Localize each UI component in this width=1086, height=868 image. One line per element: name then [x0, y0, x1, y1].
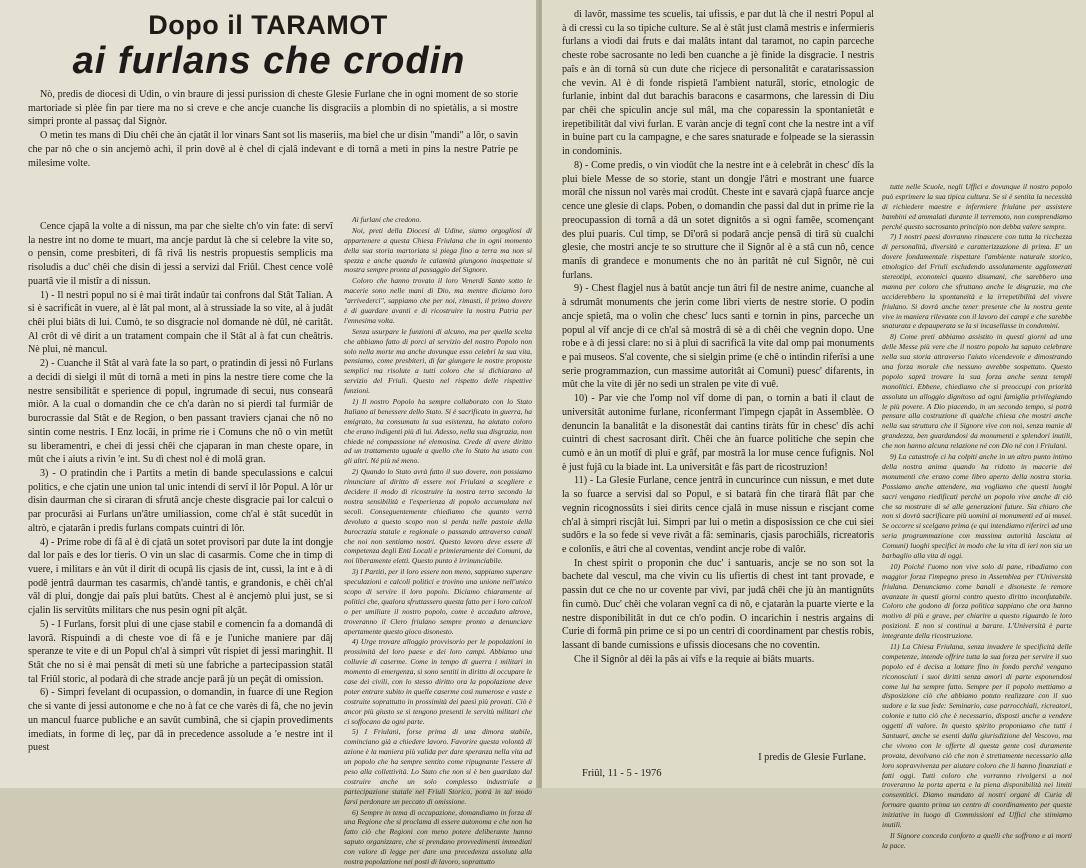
signature-author: I predis de Glesie Furlane.: [758, 752, 866, 763]
italian-paragraph: Senza usurpare le funzioni di alcuno, ma per quella scelta che abbiamo fatto di porci al servizio del nostro Popolo non solo nella morte ma anche dovunque esso celebri la sua vita, pensiamo, come presbiteri, di far giungere le nostre proposte semplici ma risolute a tutti coloro che si dichiarano al servizio del Friuli. Questo nel rispetto delle rispettive funzioni.: [344, 326, 532, 396]
intro-paragraph: O metin tes mans di Diu chêi che àn cjatât il lor vinars Sant sot lis maseriis, ma biel che ur disin "mandi" a lôr, o savin che par nô che o sin ancjemò achì, il prin dovê al è chel di cjalâ indevant e di tornâ a meti in pins la nestre Patrie pe milesime volte.: [28, 130, 518, 169]
italian-paragraph: 2) Quando lo Stato avrà fatto il suo dovere, non possiamo rinunciare al diritto di essere noi Friulani a scegliere e decidere il modo di ricostruire la nostra terra secondo la nostra sensibilità e l'esperienza di popolo accumulata nei secoli. Conseguentemente chiediamo che quanto verrà devoluto a questo scopo non si perda nelle pastoie della burocrazia statale e regionale o passando attraverso canali che noi non sentiamo nostri. Questo lavoro deve essere di competenza degli Enti Locali e primieramente dei Comuni, da noi liberamente eletti. Questo punto è irrinunciabile.: [344, 467, 532, 566]
italian-paragraph: 10) Poiché l'uomo non vive solo di pane, ribadiamo con maggior forza l'impegno preso in Assemblea per l'Università friulana. Denunciamo come banali e disoneste le remore avanzate in questi giorni contro questo diritto inconfutabile. Coloro che godono di forza politica sappiano che ora hanno motivo di più e grave, per chiarire a questo riguardo le loro posizioni. E non si continui a barare. L'Università è parte integrante della ricostruzione.: [882, 561, 1072, 641]
headline-main: ai furlans che crodin: [72, 40, 466, 82]
intro-paragraph: Cence cjapâ la volte a di nissun, ma par che sielte ch'o vin fate: di servî la nestre int no dome te muart, ma ancje pardut là che si celebre la vite so, o pensin, come presbiteri, di fâ rivâ lis nestris propuestis semplicis ma risoludis a duc' chêi che disin di jessi a servizi dal Friûl. Chest cence volê puartâ vie il mistîr a di nissun.: [28, 221, 333, 287]
point-paragraph: 5) - I Furlans, forsit plui di une cjase stabil e comencin fa a domandâ di lavorâ. Rispuindi a di cheste voe di fâ e je l'uniche maniere par dâj speranze te vite e di un Popul ch'al à simpri vût rispiet di jessi maringhit. Il Stât che no si è mai pensât di meti sù une fabriche a partecipassion statâl tal Friûl storic, al podarà di che strade ancje parâ jù un peçât di omission.: [28, 618, 333, 685]
italian-paragraph: tutte nelle Scuole, negli Uffici e dovunque il nostro popolo può esprimere la sua tipica cultura. Se si è sentita la necessità di richiedere maestre e infermiere friulane per assistere bambini ed ammalati durante il terremoto, non comprendiamo perché questo sacrosanto principio non debba valere sempre.: [882, 182, 1072, 231]
point-paragraph: 3) - O pratindin che i Partits a metin di bande speculassions e calcui politics, e che cjatin une union tal unic intendi di servî il lôr Popul. A lôr ur disin daurman che si ciraran di sfrutâ ancje cheste disgracie pai lor calcui o par procurâsi ai Furlans un'âtre umiliassion, come ch'al è stât sucedût in altrò, e cjatarân i predis furlans compats cuintri di lôr.: [28, 467, 333, 534]
italian-paragraph: 3) I Partiti, per il loro essere non meno, sappiamo superare speculazioni e calcoli politici e trovino una unione nell'unico scopo di servire il loro popolo. Diciamo chiaramente ai politici che, qualora sfruttassero questa fatto per i loro calcoli o per umiliare il nostro popolo, come è accaduto altrove, troveranno il Clero friulano sempre pronto a denunciare apertamente questo gioco disonesto.: [344, 567, 532, 636]
signature-date: Friûl, 11 - 5 - 1976: [582, 768, 662, 779]
italian-paragraph: 8) Come preti abbiamo assistito in questi giorni ad una delle Messe più vere che il nostro popolo ha saputo celebrare nella sua storia attraverso l'aiuto vicendevole e dimostrando una forza morale che nessuno avrebbe sospettato. Questo popolo saprà trovare la sua forza anche senza templi monolitici. Ebbene, chiediamo che si preoccupi con priorità assoluta un alloggio dignitoso ad ogni famiglia privilegiando le più povere. A Dio piacendo, in un secondo tempo, si potrà pensare alla costruzione di qualche chiesa che mostri anche nella sua struttura che il Signore vive con noi, senza manie di grandezza, ben guardandosi da monumenti e splendori inutili, che non hanno alcuna relazione né con Dio né con i Friulani.: [882, 332, 1072, 451]
right-page: [542, 0, 1086, 850]
intro-text: [28, 88, 518, 170]
headline-top: Dopo il TARAMOT: [148, 10, 388, 40]
closing-paragraph: Che il Signôr al dêi la pâs ai vîfs e la requie ai biâts muarts.: [574, 653, 815, 665]
italian-paragraph: 4) Urge trovare alloggio provvisorio per le popolazioni in prossimità del loro paese e dei loro campi. Abbiamo una colluvie di caserme. Come in tempo di guerra i militari in momento di emergenza, si sono sentiti in diritto di occupare le case dei civili, con lo stesso diritto ora la popolazione deve poter entrare subito in quelle caserme così numerose e vaste e costruite soprattutto in prossimità dei paesi più provati. Ciò è ancor più giusto se si tengono presenti le servitù militari che ci soffocano da ogni parte.: [344, 637, 532, 726]
italian-paragraph: 6) Sempre in tema di occupazione, domandiamo in forza di una Regione che si proclama di essere autonoma e che non ha fatto ciò che Regioni con meno potere deliberante hanno saputo organizzare, che si prendano provvedimenti immediati con valore di legge per dare una precedenza assoluta alla nostra popolazione nei posti di lavoro, soprattutto: [344, 807, 532, 866]
point-paragraph: 10) - Par vie che l'omp nol vîf dome di pan, o tornìn a bati il claut de universitât autonime furlane, riconfermant l'impegn cjapât in Assemblèe. O denuncin la banalitât e la disonestât dai cantins tiràts fûr in chesc' dîs achì cuintri di chest sacrosant dirît. Chêi che àn fuarce politiche che sepin che cumò e àn un motîf di plui e grâf, par mostrâ la lor muse cence fufignis. Nol è just fujâ cu la biade int. La universitât e fâs part de ricostruzion!: [562, 393, 874, 473]
italian-paragraph: Ai furlani che credono.: [352, 215, 422, 224]
italian-paragraph: Noi, preti della Diocesi di Udine, siamo orgogliosi di appartenere a questa Chiesa Friulana che in ogni momento della sua storia martoriata si piega fino a terra ma non si spezza e anche quando le calamità giungono inaspettate si mostra sempre pronta al passaggio del Signore.: [344, 225, 532, 275]
point-paragraph: 1) - Il nestri popul no si è mai tirât indaûr tai confrons dal Stât Talian. A si è sacrificât in vuere, al è lât pal mont, al à strussiade la so vite, al à judât chêi plui biâts di lui. Cumò, te so disgracie nol domande nè dûl, nè caritât. Al crôt di vê dirit a un tratament compain che il Stât al à fat cun cheâtris. Nè plui, nè mancul.: [28, 289, 333, 356]
italian-column-left: [344, 215, 532, 868]
point-paragraph: 9) - Chest flagjel nus à batût ancje tun âtri fil de nestre anime, cuanche al à sdrumât monuments che jerin come libri vierts de nestre storie. O podin ancje spietâ, ma o volìn che chesc' lucs santi e tornin in pins, parceche un popul al vîf ancje di ce ch'al sà mostrâ di sè a di chêi che vegnin dopo. Une robe e à di jessi clare: no si à plui di sacrificâ la vite dal omp pai monuments e pai museos. S'al covente, che si sielgin prime (e chê o intindìn riferîsi a une serie programmazion, cun massime autoritât ai Comuni) puesc' difarents, in mût che la vite di jêr no sedi un stralen pe vite di vuê.: [562, 283, 874, 391]
point-paragraph: 4) - Prime robe di fâ al è di cjatâ un sotet provisori par dute la int dongje dal lor paîs e des lor tieris. O vin un slac di casarmis. Come che in timp di vuere, i militars e àn vût il dirit di ocupâ lis cjasis de int, cussì, la int e à di podê jentrâ daurman tes casarmis, ch'andè tantis, e grandonis, e chêi ch'al vâl di plui, dongje dai paîs plui batûts. Chest al è ancjemò plui just, se si cjalin lis servitûts militars che nus pesin ogni pît alçât.: [28, 536, 333, 617]
point-paragraph: 8) - Come predis, o vin viodût che la nestre int e à celebrât in chesc' dîs la plui biele Messe de so storie, stant un dongje l'âtri e mostrant une fuarce morâl che nissun nol varès mai crodût. Cheste int e savarà cjapâ fuarce ancje cence une glesie di claps. Poben, o domandin che passi dal dut in prime rie la preocupassion di tornâ a dâ un sotet dignitôs a sì ogni famêe, scomençant des plui puaris. Cul timp, se Dî'orâ si podarâ ancje pensâ di tirâ sù cualchi glesie, che mostri ancje te so strutture che il Signôr al è a stâ cun nô, cence manîs di grandece e monuments che no àn paritât nè cul Signôr, nè cui furlans.: [562, 159, 874, 281]
italian-paragraph: 5) I Friulani, forse prima di una dimora stabile, cominciano già a chiedere lavoro. Favorire questa volontà di azione è la maniera più valida per dare speranza nella vita ad un popolo che ha sempre sentito come ripugnante l'essere di peso alla collettività. Lo Stato che non si è ben guardato dal costruire anche un solo complesso industriale a partecipazione statale nel Friuli Storico, potrà in tal modo farsi perdonare un peccato di omissione.: [344, 727, 532, 806]
italian-paragraph: 9) La catastrofe ci ha colpiti anche in un altro punto intimo della nostra anima quando ha ridotto in macerie dei monumenti che erano come libro aperto della nostra storia. Possiamo anche attendere, ma vogliamo che questi luoghi sacri vengano riedificati perché un popolo vive anche di ciò che sa mostrare di sé alle generazioni future. Sia chiaro che non si dovrà sacrificare più uomini ai monumenti ed ai musei. Se occorre si scelgano prima (e qui intendiamo riferirci ad una seria programmazione con massima autorità lasciata ai Comuni) luoghi specifici in modo che la vita di ieri non sia un barbaglio alla vita di oggi.: [882, 452, 1072, 560]
italian-column-right: [882, 182, 1072, 852]
furlan-column-right: [562, 8, 874, 667]
italian-paragraph: Il Signore conceda conforto a quelli che soffrono e ai morti la pace.: [882, 830, 1072, 850]
furlan-column-left: [28, 220, 333, 755]
italian-paragraph: 1) Il nostro Popolo ha sempre collaborato con lo Stato Italiano al benessere dello Stato. Si è sacrificato in guerra, ha emigrato, ha consumato la sua esistenza, ha aiutato coloro che erano indigenti più di lui. Adesso, nella sua disgrazia, non chiede né compassione né elemosina. Crede di avere diritto ad un trattamento uguale a quello che lo Stato ha usato con gli altri. Né più né meno.: [344, 397, 532, 466]
point-paragraph: 2) - Cuanche il Stât al varà fate la so part, o pratindin di jessi nô Furlans a decidi di sielgi il mût di tornâ a meti in pins la nestre tiere come che la nestre sensibilitât e sperience di popul, ingrumade di secui, nus consearâ miôr. A la cual o domandin che ce ch'a daràn no si pierdi tal furmiâr de burocrassie dal Stât e de Region, o ben passant traviers cjanai che nô no sintin come nestris. I Enz locâi, in prime rie i Comuns che nô o vin metût su liberamentri, e chei di jessi chêi che cjaparan in man cheste opare, in mût che i aiuts a rivin 'e int. Su dì chest nol è di molâ gran.: [28, 358, 333, 466]
left-page: [0, 0, 538, 866]
italian-paragraph: Coloro che hanno trovato il loro Venerdì Santo sotto le macerie sono nelle mani di Dio, ma mentre diciamo loro "arrivederci", sappiamo che per noi, rimasti, il primo dovere è di guardare avanti e di ricostruire la nostra Patria per l'ennesima volta.: [344, 276, 532, 325]
italian-paragraph: 7) I nostri paesi dovranno rinascere con tutta la ricchezza di personalità, diversità e caratterizzazione di prima. E' un dovere fondamentale rispettare l'ambiente naturale storico, etnologico del Friuli escludendo assolutamente agglomerati stereotipi, economici quanto disumani, che sarebbero una manna per coloro che sfruttano anche le disgrazie, ma che ucciderebbero la spontaneità e la irrepetibilità del vivere friulano. Si dovrà anche tener presente che la nostra gente vive in maniera rilevante con il lavoro dei campi e che sarebbe snaturata e depauperata se la si incasellasse in condomini.: [882, 232, 1072, 331]
point-paragraph: In chest spirit o proponìn che duc' i santuaris, ancje se no son sot la bachete dal vescul, ma che vivin cu lis ufiertis di chest int tant provade, e passin dut ce che no ur covente par vivi, par judâ chêi che jù àn mantignûts fin cumò. Duc' chêi che volaran vegnî ca di nô, e cjataràn la puarte vierte e la nestre disponibilitât in dut ce ch'o podìn. O incarichin i nestris argains di Curie di formâ pin prime ce si po un centri di coordinament par chestis robis, lassant di bande cumissions e ufissis diocesans che no coventin.: [562, 557, 874, 652]
intro-paragraph: Nò, predis de diocesi di Udin, o vin braure di jessi purission di cheste Glesie Furlane che in ogni moment de so storie martoriade si plèe fin par tiere ma no si creve e che ancje cuanche lis disgraciis a plombin di no spietàlis, a si mostre simpri pronte al passaç dal Signòr.: [28, 89, 518, 128]
point-paragraph: 11) - La Glesie Furlane, cence jentrâ in cuncurince cun nissun, e met dute la so fuarce a servisi dal so Popul, e si batarà fin che tirarà flât par che vegnin ricognossûts i siei dirits cence cjalâ in muse nissun e riscjant come ch'al à simpri riscjât lui. Simpri par lui o metìn a disposission ce che cui siei sudôrs e la so fede si veve rivât a fâ: seminaris, cjasis parochiâls, ricreatoris e colonîis, e âtri che al coventas, vendint ancje robe di valôr.: [562, 475, 874, 556]
point-paragraph: di lavôr, massime tes scuelis, tai ufissis, e par dut là che il nestri Popul al à di cressi cu la so tipiche culture. Se al è stât just clamâ mestris e infermieris furlans a viodi dai fruts e dai malâts intant dal taramot, no capin parceche cheste robe sacrosante no ledi ben cuanche a jè finide la disgracie. I nestris paîs e àn di tornâ sù cun dute che ricjece di personalitât e caratarissassion che vevin. Al è di fonde rispietâ l'ambient naturâl, storic, etnologic de furlanie, inbint dal dut barachis baracons e casarmons, che laressin di Diu par chêi che spiculin ancje sul mâl, ma che coparessin la spontanietât e irepetibilitât dal vivi furlan. E varàn ancje di tegnî cont che la nestre int a vîf in buine part cu la campagne, e che sares snaturade e folpeade se la sierassin in condominis.: [562, 9, 874, 158]
italian-paragraph: 11) La Chiesa Friulana, senza invadere le specificità delle competenze, intende offrire tutta la sua forza per servire il suo popolo ed è decisa a lottare fino in fondo perché vengano riconosciuti i suoi diritti senza amori di parte esponendosi come lui ha sempre fatto. Sempre per il popolo mettiamo a disposizione ciò che abbiamo potuto realizzare con il suo sudore e la sua fede: Seminario, case parrocchiali, ricreatori, colonie e tutto ciò che è necessario, disposti anche a vendere oggetti di valore. In questo spirito proponiamo che tutti i Santuari, anche se esenti dalla giurisdizione del Vescovo, ma che vivono con le offerte di questa gente così duramente provata, devolvano ciò che non è strettamente necessario alla loro sopravvivenza per aiutare coloro che li hanno finanziati e fatti oggi. Tutti coloro che vorranno rivolgersi a noi troveranno la porta aperta e la piena disponibilità nei limiti consentitici. Diamo mandato ai nostri organi di Curia di formare quanto prima un centro di coordinamento per queste iniziative in luogo di Commissioni ed Uffici che stimiamo inutili.: [882, 641, 1072, 829]
point-paragraph: 6) - Simpri fevelant di ocupassion, o domandin, in fuarce di une Region che si vante di jessi autonome e che no à fat ce che varès di fâ, che no jevin un mancul fuarce publiche e an savût cumbinâ, che si cjapin provediments imediats, in forme di leç, par dâ in precedence assolude a 'e nestre int il puest: [28, 687, 333, 754]
